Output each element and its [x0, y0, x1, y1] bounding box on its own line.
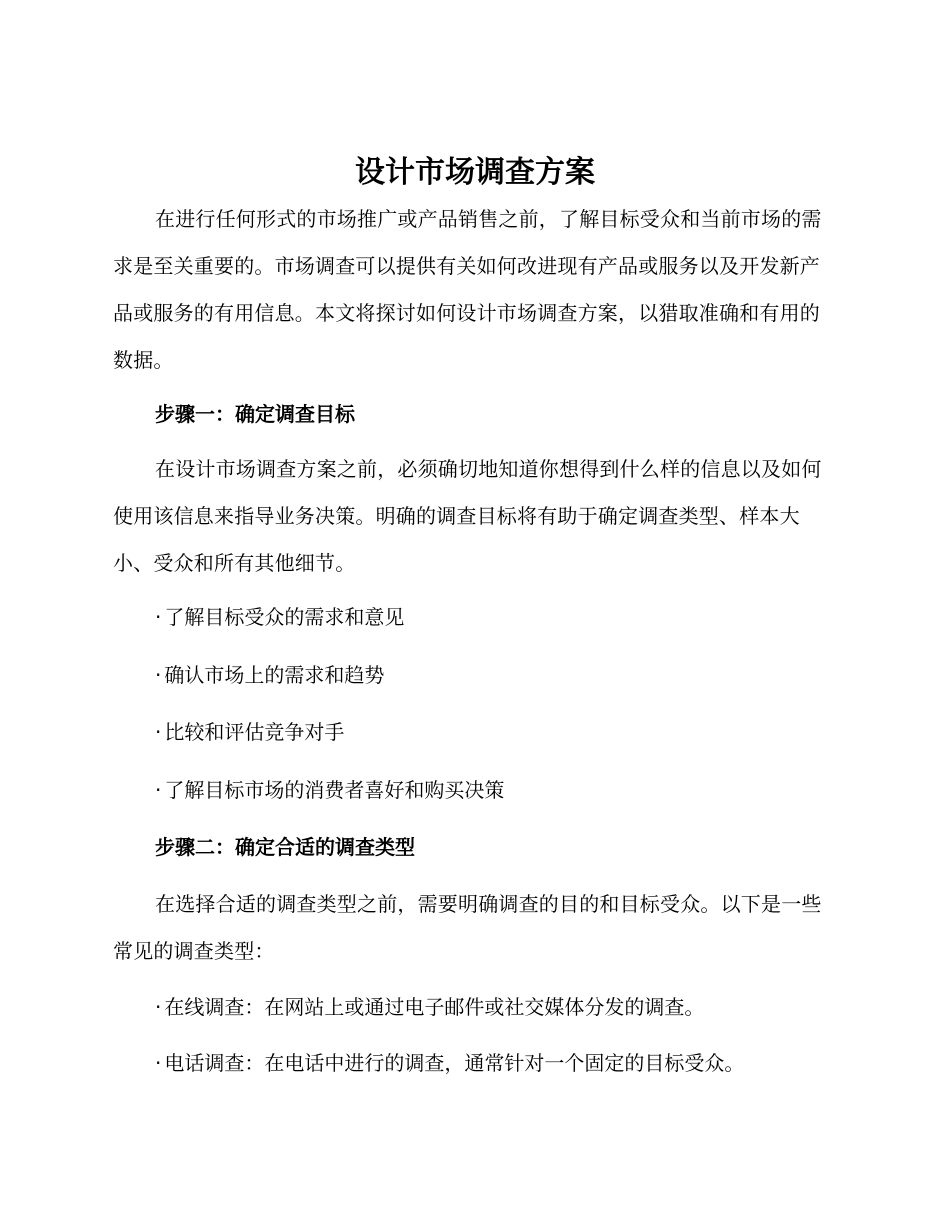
bullet-marker: ·	[155, 778, 162, 802]
list-item-text: 电话调查：在电话中进行的调查，通常针对一个固定的目标受众。	[164, 1051, 745, 1075]
list-item	[155, 992, 704, 1022]
list-item-text: 确认市场上的需求和趋势	[164, 663, 385, 687]
list-item-text: 了解目标市场的消费者喜好和购买决策	[164, 778, 505, 802]
step2-heading: 步骤二：确定合适的调查类型	[155, 835, 415, 859]
bullet-marker: ·	[155, 720, 162, 744]
document-title: 设计市场调查方案	[355, 155, 595, 190]
bullet-marker: ·	[155, 1051, 162, 1075]
bullet-marker: ·	[155, 663, 162, 687]
bullet-marker: ·	[155, 605, 162, 629]
step1-paragraph: 在设计市场调查方案之前，必须确切地知道你想得到什么样的信息以及如何使用该信息来指导业务决策。明确的调查目标将有助于确定调查类型、样本大小、受众和所有其他细节。	[113, 457, 822, 575]
list-item	[155, 717, 344, 747]
list-item	[155, 775, 504, 805]
list-item	[155, 602, 404, 632]
list-item	[155, 1048, 744, 1078]
step2-paragraph: 在选择合适的调查类型之前，需要明确调查的目的和目标受众。以下是一些常见的调查类型：	[113, 892, 822, 963]
list-item-text: 比较和评估竞争对手	[164, 720, 345, 744]
bullet-marker: ·	[155, 995, 162, 1019]
list-item-text: 了解目标受众的需求和意见	[164, 605, 405, 629]
list-item-text: 在线调查：在网站上或通过电子邮件或社交媒体分发的调查。	[164, 995, 705, 1019]
intro-paragraph: 在进行任何形式的市场推广或产品销售之前，了解目标受众和当前市场的需求是至关重要的。市场调查可以提供有关如何改进现有产品或服务以及开发新产品或服务的有用信息。本文将探讨如何设计市场调查方案，以猎取准确和有用的数据。	[113, 207, 822, 372]
list-item	[155, 660, 384, 690]
step1-heading: 步骤一：确定调查目标	[155, 402, 355, 426]
